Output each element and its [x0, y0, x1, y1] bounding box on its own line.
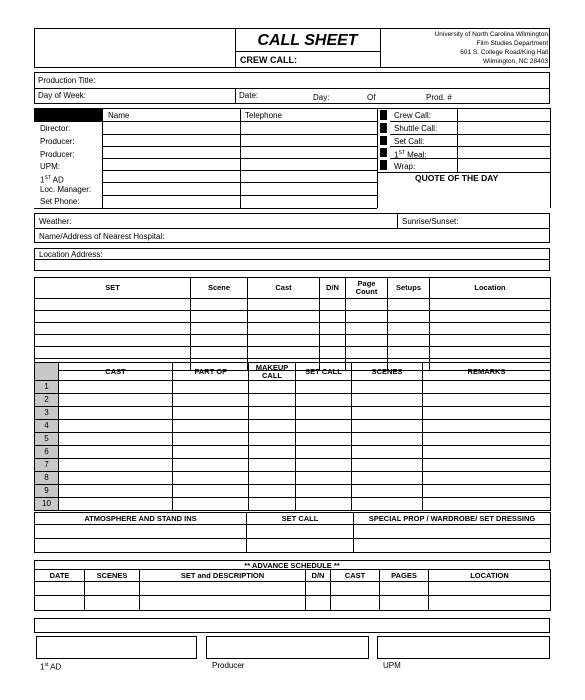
cast-row-number: 1 — [35, 381, 59, 394]
cast-row-number: 2 — [35, 394, 59, 407]
contacts-row-line — [102, 146, 377, 147]
cast-table — [34, 362, 551, 511]
scenes-table — [34, 277, 551, 371]
table-row — [35, 539, 551, 553]
time-marker — [380, 136, 387, 145]
header-divider-right — [380, 28, 381, 68]
role-producer: Producer: — [40, 137, 75, 146]
conditions-divider — [34, 228, 550, 229]
time-marker — [380, 160, 387, 170]
table-row — [35, 394, 551, 407]
scenes-header-setups: Setups — [388, 278, 430, 299]
scenes-header-cast: Cast — [248, 278, 320, 299]
table-row — [35, 433, 551, 446]
table-row — [35, 485, 551, 498]
signature-first-ad-box — [36, 636, 197, 659]
contacts-bottom — [34, 208, 377, 209]
table-row — [35, 459, 551, 472]
time-marker — [380, 148, 387, 157]
cast-header-remarks: REMARKS — [423, 363, 551, 381]
advance-schedule-title: ** ADVANCE SCHEDULE ** — [244, 561, 340, 570]
role-first-ad: 1ST AD — [40, 175, 64, 185]
date-label: Date: — [239, 91, 259, 100]
weather-label: Weather: — [39, 217, 72, 226]
cast-row-number: 6 — [35, 446, 59, 459]
crew-call-label: Crew Call: — [394, 111, 431, 120]
table-row — [35, 596, 551, 611]
advance-header-pages: PAGES — [380, 570, 429, 582]
of-label: Of — [367, 93, 376, 102]
nearest-hospital-label: Name/Address of Nearest Hospital: — [39, 232, 165, 241]
advance-header-location: LOCATION — [429, 570, 551, 582]
signature-upm-label: UPM — [383, 661, 401, 670]
cast-row-number: 3 — [35, 407, 59, 420]
set-call-label: Set Call: — [394, 137, 425, 146]
header-title-underline — [235, 51, 380, 52]
cast-row-number: 5 — [35, 433, 59, 446]
prod-number-label: Prod. # — [426, 93, 452, 102]
contacts-header-fill — [34, 109, 102, 121]
production-divider — [34, 88, 550, 89]
table-row — [35, 472, 551, 485]
location-address-divider — [34, 259, 550, 260]
crew-call-header-label: CREW CALL: — [240, 55, 297, 65]
signature-producer-box — [206, 636, 369, 659]
scenes-header-set: SET — [35, 278, 191, 299]
advance-header-cast: CAST — [331, 570, 380, 582]
day-label: Day: — [313, 93, 330, 102]
address-line-1: University of North Carolina Wilmington — [434, 31, 548, 38]
contacts-row-line — [34, 121, 377, 122]
table-row — [35, 407, 551, 420]
cast-row-number: 9 — [35, 485, 59, 498]
day-of-week-label: Day of Week: — [38, 91, 86, 100]
advance-header-set-description: SET and DESCRIPTION — [140, 570, 306, 582]
table-row — [35, 498, 551, 511]
role-set-phone: Set Phone: — [40, 197, 80, 206]
times-row-line — [390, 134, 550, 135]
production-title-label: Production Title: — [38, 76, 96, 85]
page-title: CALL SHEET — [257, 32, 358, 49]
role-producer-2: Producer: — [40, 150, 75, 159]
atmosphere-header: ATMOSPHERE AND STAND INS — [35, 513, 247, 525]
scenes-header-location: Location — [430, 278, 551, 299]
sunrise-sunset-label: Sunrise/Sunset: — [402, 217, 459, 226]
shuttle-call-label: Shuttle Call: — [394, 124, 438, 133]
contacts-row-line — [102, 195, 377, 196]
times-col-value — [457, 108, 458, 172]
cast-header-part-of: PART OF — [173, 363, 249, 381]
cast-row-number: 10 — [35, 498, 59, 511]
cast-header-set-call: SET CALL — [296, 363, 352, 381]
times-top — [377, 108, 550, 109]
table-row — [35, 347, 551, 359]
contacts-row-line — [102, 170, 377, 171]
table-row — [35, 381, 551, 394]
table-row — [35, 311, 551, 323]
cast-header-scenes: SCENES — [352, 363, 423, 381]
cast-header-makeup-call: MAKEUP CALL — [249, 363, 296, 381]
special-prop-header: SPECIAL PROP / WARDROBE/ SET DRESSING — [354, 513, 551, 525]
advance-schedule-table — [34, 569, 551, 611]
conditions-vdivider — [397, 213, 398, 228]
signature-upm-box — [377, 636, 550, 659]
location-address-label: Location Address: — [39, 250, 103, 259]
time-marker — [380, 123, 387, 133]
name-column-header: Name — [108, 111, 130, 120]
wrap-label: Wrap: — [394, 162, 416, 171]
signature-first-ad-label: 1st AD — [40, 662, 62, 672]
signature-producer-label: Producer — [212, 661, 245, 670]
table-row — [35, 299, 551, 311]
times-row-line — [390, 121, 550, 122]
table-row — [35, 335, 551, 347]
contacts-row-line — [102, 158, 377, 159]
production-vdivider — [235, 88, 236, 104]
table-row — [35, 582, 551, 596]
table-row — [35, 323, 551, 335]
role-location-manager: Loc. Manager: — [40, 185, 92, 194]
contacts-row-line — [102, 134, 377, 135]
time-marker — [380, 110, 387, 120]
contacts-right — [377, 108, 378, 208]
scenes-header-scene: Scene — [191, 278, 248, 299]
table-row — [35, 420, 551, 433]
contacts-top — [34, 108, 377, 109]
cast-header-corner — [35, 363, 59, 381]
advance-header-scenes: SCENES — [85, 570, 140, 582]
first-meal-label: 1ST Meal: — [394, 150, 427, 160]
signature-area-box — [34, 618, 550, 633]
scenes-header-page-count: Page Count — [346, 278, 388, 299]
times-right — [550, 108, 551, 208]
address-line-4: Wilmington, NC 28403 — [482, 58, 548, 65]
telephone-column-header: Telephone — [245, 111, 282, 120]
scenes-header-dn: D/N — [320, 278, 346, 299]
address-line-2: Film Studies Department — [476, 40, 548, 47]
cast-row-number: 8 — [35, 472, 59, 485]
table-row — [35, 446, 551, 459]
address-line-3: 601 S. College Road/King Hall — [460, 49, 548, 56]
quote-of-the-day-label: QUOTE OF THE DAY — [415, 173, 499, 183]
advance-header-date: DATE — [35, 570, 85, 582]
role-director: Director: — [40, 124, 71, 133]
atmosphere-table — [34, 512, 551, 553]
role-upm: UPM: — [40, 162, 60, 171]
table-row — [35, 525, 551, 539]
advance-header-dn: D/N — [306, 570, 331, 582]
cast-header-cast: CAST — [59, 363, 173, 381]
cast-row-number: 4 — [35, 420, 59, 433]
contacts-row-line — [102, 182, 377, 183]
cast-row-number: 7 — [35, 459, 59, 472]
atmosphere-set-call-header: SET CALL — [247, 513, 354, 525]
